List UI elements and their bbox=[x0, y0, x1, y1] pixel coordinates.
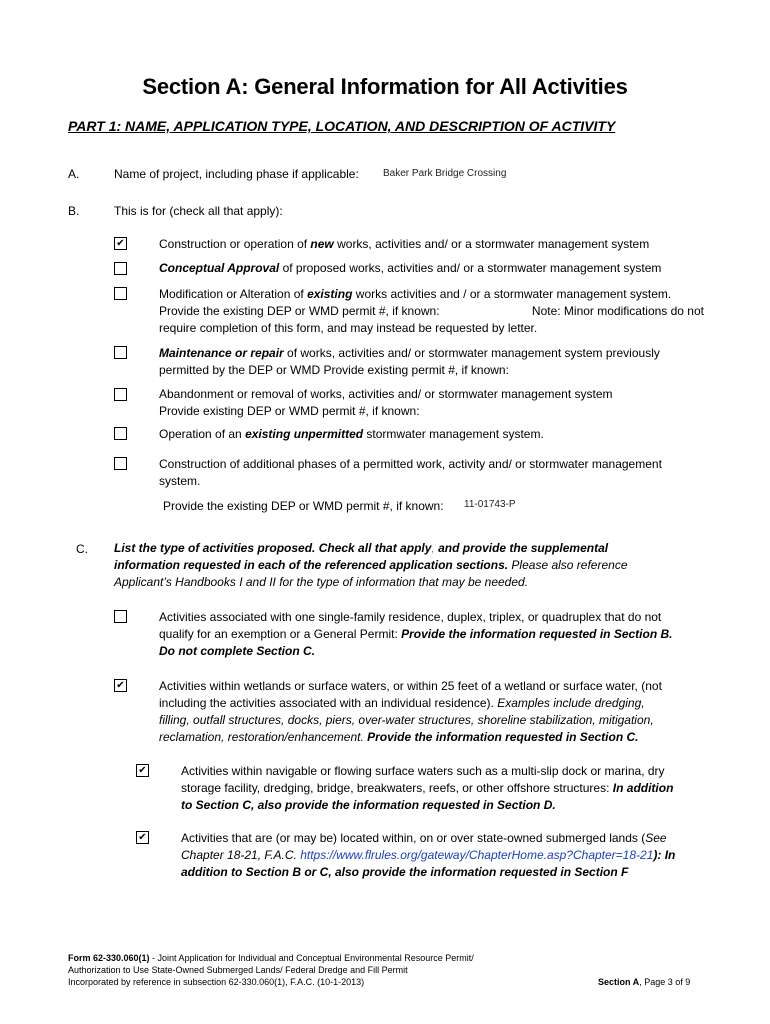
checkbox-single-family[interactable] bbox=[114, 610, 127, 623]
intro-comma: , bbox=[431, 541, 435, 555]
option-navigable-waters bbox=[181, 763, 704, 814]
checkbox-conceptual-approval[interactable] bbox=[114, 262, 127, 275]
option-text: permitted by the DEP or WMD Provide existing permit #, if known: bbox=[159, 363, 509, 377]
option-unpermitted-operation bbox=[159, 426, 704, 443]
option-emphasis: ): In bbox=[653, 848, 676, 862]
option-text: Construction or operation of bbox=[159, 237, 311, 251]
checkbox-unpermitted-operation[interactable] bbox=[114, 427, 127, 440]
checkbox-abandonment[interactable] bbox=[114, 388, 127, 401]
option-text: Provide existing DEP or WMD permit #, if known: bbox=[159, 404, 420, 418]
option-emphasis: In addition bbox=[612, 781, 674, 795]
option-text: of works, activities and/ or stormwater management system previously bbox=[283, 346, 660, 360]
footer-text: Incorporated by reference in subsection 62-330.060(1), F.A.C. (10-1-2013) bbox=[68, 977, 365, 987]
flrules-link[interactable]: https://www.flrules.org/gateway/ChapterHome.asp?Chapter=18-21 bbox=[300, 848, 654, 862]
option-emphasis: new bbox=[310, 237, 334, 251]
option-single-family bbox=[159, 609, 704, 660]
option-modification bbox=[159, 286, 704, 337]
option-text: storage facility, dredging, bridge, breakwaters, reefs, or other offshore structures: bbox=[181, 781, 613, 795]
permit-number-label: Provide the existing DEP or WMD permit #, if known: bbox=[163, 499, 444, 513]
checkbox-new-construction[interactable]: ✔ bbox=[114, 237, 127, 250]
option-text: require completion of this form, and may instead be requested by letter. bbox=[159, 321, 538, 335]
intro-italic: Please also reference bbox=[508, 558, 628, 572]
item-c-letter: C. bbox=[76, 542, 88, 556]
option-emphasis: Maintenance or repair bbox=[159, 346, 284, 360]
option-emphasis: Provide the information requested in Section B. bbox=[401, 627, 673, 641]
option-additional-phases bbox=[159, 456, 704, 490]
permit-prompt: Provide the existing DEP or WMD permit #, if known: bbox=[159, 304, 440, 318]
option-emphasis: existing bbox=[307, 287, 353, 301]
project-name-label: Name of project, including phase if applicable: bbox=[114, 167, 359, 181]
footer-form-info bbox=[68, 952, 474, 988]
option-text: system. bbox=[159, 474, 201, 488]
option-text: Activities associated with one single-family residence, duplex, triplex, or quadruplex that do not bbox=[159, 610, 662, 624]
item-b-letter: B. bbox=[68, 204, 80, 218]
option-italic: Chapter 18-21, F.A.C. bbox=[181, 848, 301, 862]
option-text: including the activities associated with an individual residence). bbox=[159, 696, 498, 710]
option-text: stormwater management system. bbox=[363, 427, 544, 441]
option-text: Construction of additional phases of a permitted work, activity and/ or stormwater management bbox=[159, 457, 662, 471]
minor-mod-note: Note: Minor modifications do not bbox=[531, 304, 704, 318]
footer-form-number: Form 62-330.060(1) bbox=[68, 953, 150, 963]
option-conceptual-approval bbox=[159, 260, 704, 277]
option-emphasis: addition to Section B or C, also provide the information requested in Section F bbox=[181, 865, 629, 879]
option-emphasis: to Section C, also provide the information requested in Section D. bbox=[181, 798, 556, 812]
part-heading: PART 1: NAME, APPLICATION TYPE, LOCATION, AND DESCRIPTION OF ACTIVITY bbox=[68, 118, 616, 134]
option-italic: reclamation, restoration/enhancement. bbox=[159, 730, 364, 744]
checkbox-navigable-waters[interactable]: ✔ bbox=[136, 764, 149, 777]
option-text: Activities that are (or may be) located within, on or over state-owned submerged lands ( bbox=[181, 831, 646, 845]
option-text: qualify for an exemption or a General Permit: bbox=[159, 627, 402, 641]
option-text: Abandonment or removal of works, activities and/ or stormwater management system bbox=[159, 387, 613, 401]
intro-bold: and provide the supplemental bbox=[434, 541, 609, 555]
item-a-letter: A. bbox=[68, 167, 80, 181]
checkbox-modification[interactable] bbox=[114, 287, 127, 300]
checkbox-additional-phases[interactable] bbox=[114, 457, 127, 470]
option-emphasis: Conceptual Approval bbox=[159, 261, 280, 275]
option-text: works activities and / or a stormwater management system. bbox=[352, 287, 672, 301]
intro-bold: information requested in each of the referenced application sections. bbox=[114, 558, 509, 572]
footer-page: , Page 3 of 9 bbox=[639, 977, 691, 987]
checkbox-submerged-lands[interactable]: ✔ bbox=[136, 831, 149, 844]
intro-bold: List the type of activities proposed. Check all that apply bbox=[114, 541, 432, 555]
option-italic: filling, outfall structures, docks, piers, over-water structures, shoreline stabilization, mitigation, bbox=[159, 713, 654, 727]
option-text: Activities within navigable or flowing surface waters such as a multi-slip dock or marina, dry bbox=[181, 764, 665, 778]
footer-page-number bbox=[598, 976, 690, 988]
option-italic: See bbox=[645, 831, 667, 845]
option-text: of proposed works, activities and/ or a stormwater management system bbox=[279, 261, 662, 275]
option-new-construction bbox=[159, 236, 704, 253]
option-emphasis: Provide the information requested in Section C. bbox=[363, 730, 639, 744]
option-text: works, activities and/ or a stormwater management system bbox=[333, 237, 650, 251]
option-submerged-lands bbox=[181, 830, 711, 881]
item-b-label: This is for (check all that apply): bbox=[114, 204, 283, 218]
option-abandonment bbox=[159, 386, 704, 420]
option-text: Modification or Alteration of bbox=[159, 287, 308, 301]
option-wetlands bbox=[159, 678, 704, 746]
intro-italic: Applicant’s Handbooks I and II for the type of information that may be needed. bbox=[114, 575, 529, 589]
option-text: Operation of an bbox=[159, 427, 246, 441]
checkbox-maintenance[interactable] bbox=[114, 346, 127, 359]
option-emphasis: Do not complete Section C. bbox=[159, 644, 316, 658]
footer-text: - Joint Application for Individual and Conceptual Environmental Resource Permit/ bbox=[149, 953, 474, 963]
item-c-intro bbox=[114, 540, 704, 591]
option-text: Activities within wetlands or surface waters, or within 25 feet of a wetland or surface water, (not bbox=[159, 679, 662, 693]
option-italic: Examples include dredging, bbox=[497, 696, 645, 710]
option-maintenance bbox=[159, 345, 704, 379]
option-emphasis: existing unpermitted bbox=[245, 427, 364, 441]
project-name-field[interactable]: Baker Park Bridge Crossing bbox=[383, 168, 507, 179]
page-title: Section A: General Information for All Activities bbox=[142, 74, 628, 99]
permit-number-field[interactable]: 11-01743-P bbox=[464, 499, 516, 510]
footer-section: Section A bbox=[598, 977, 640, 987]
checkbox-wetlands[interactable]: ✔ bbox=[114, 679, 127, 692]
footer-text: Authorization to Use State-Owned Submerged Lands/ Federal Dredge and Fill Permit bbox=[68, 965, 408, 975]
